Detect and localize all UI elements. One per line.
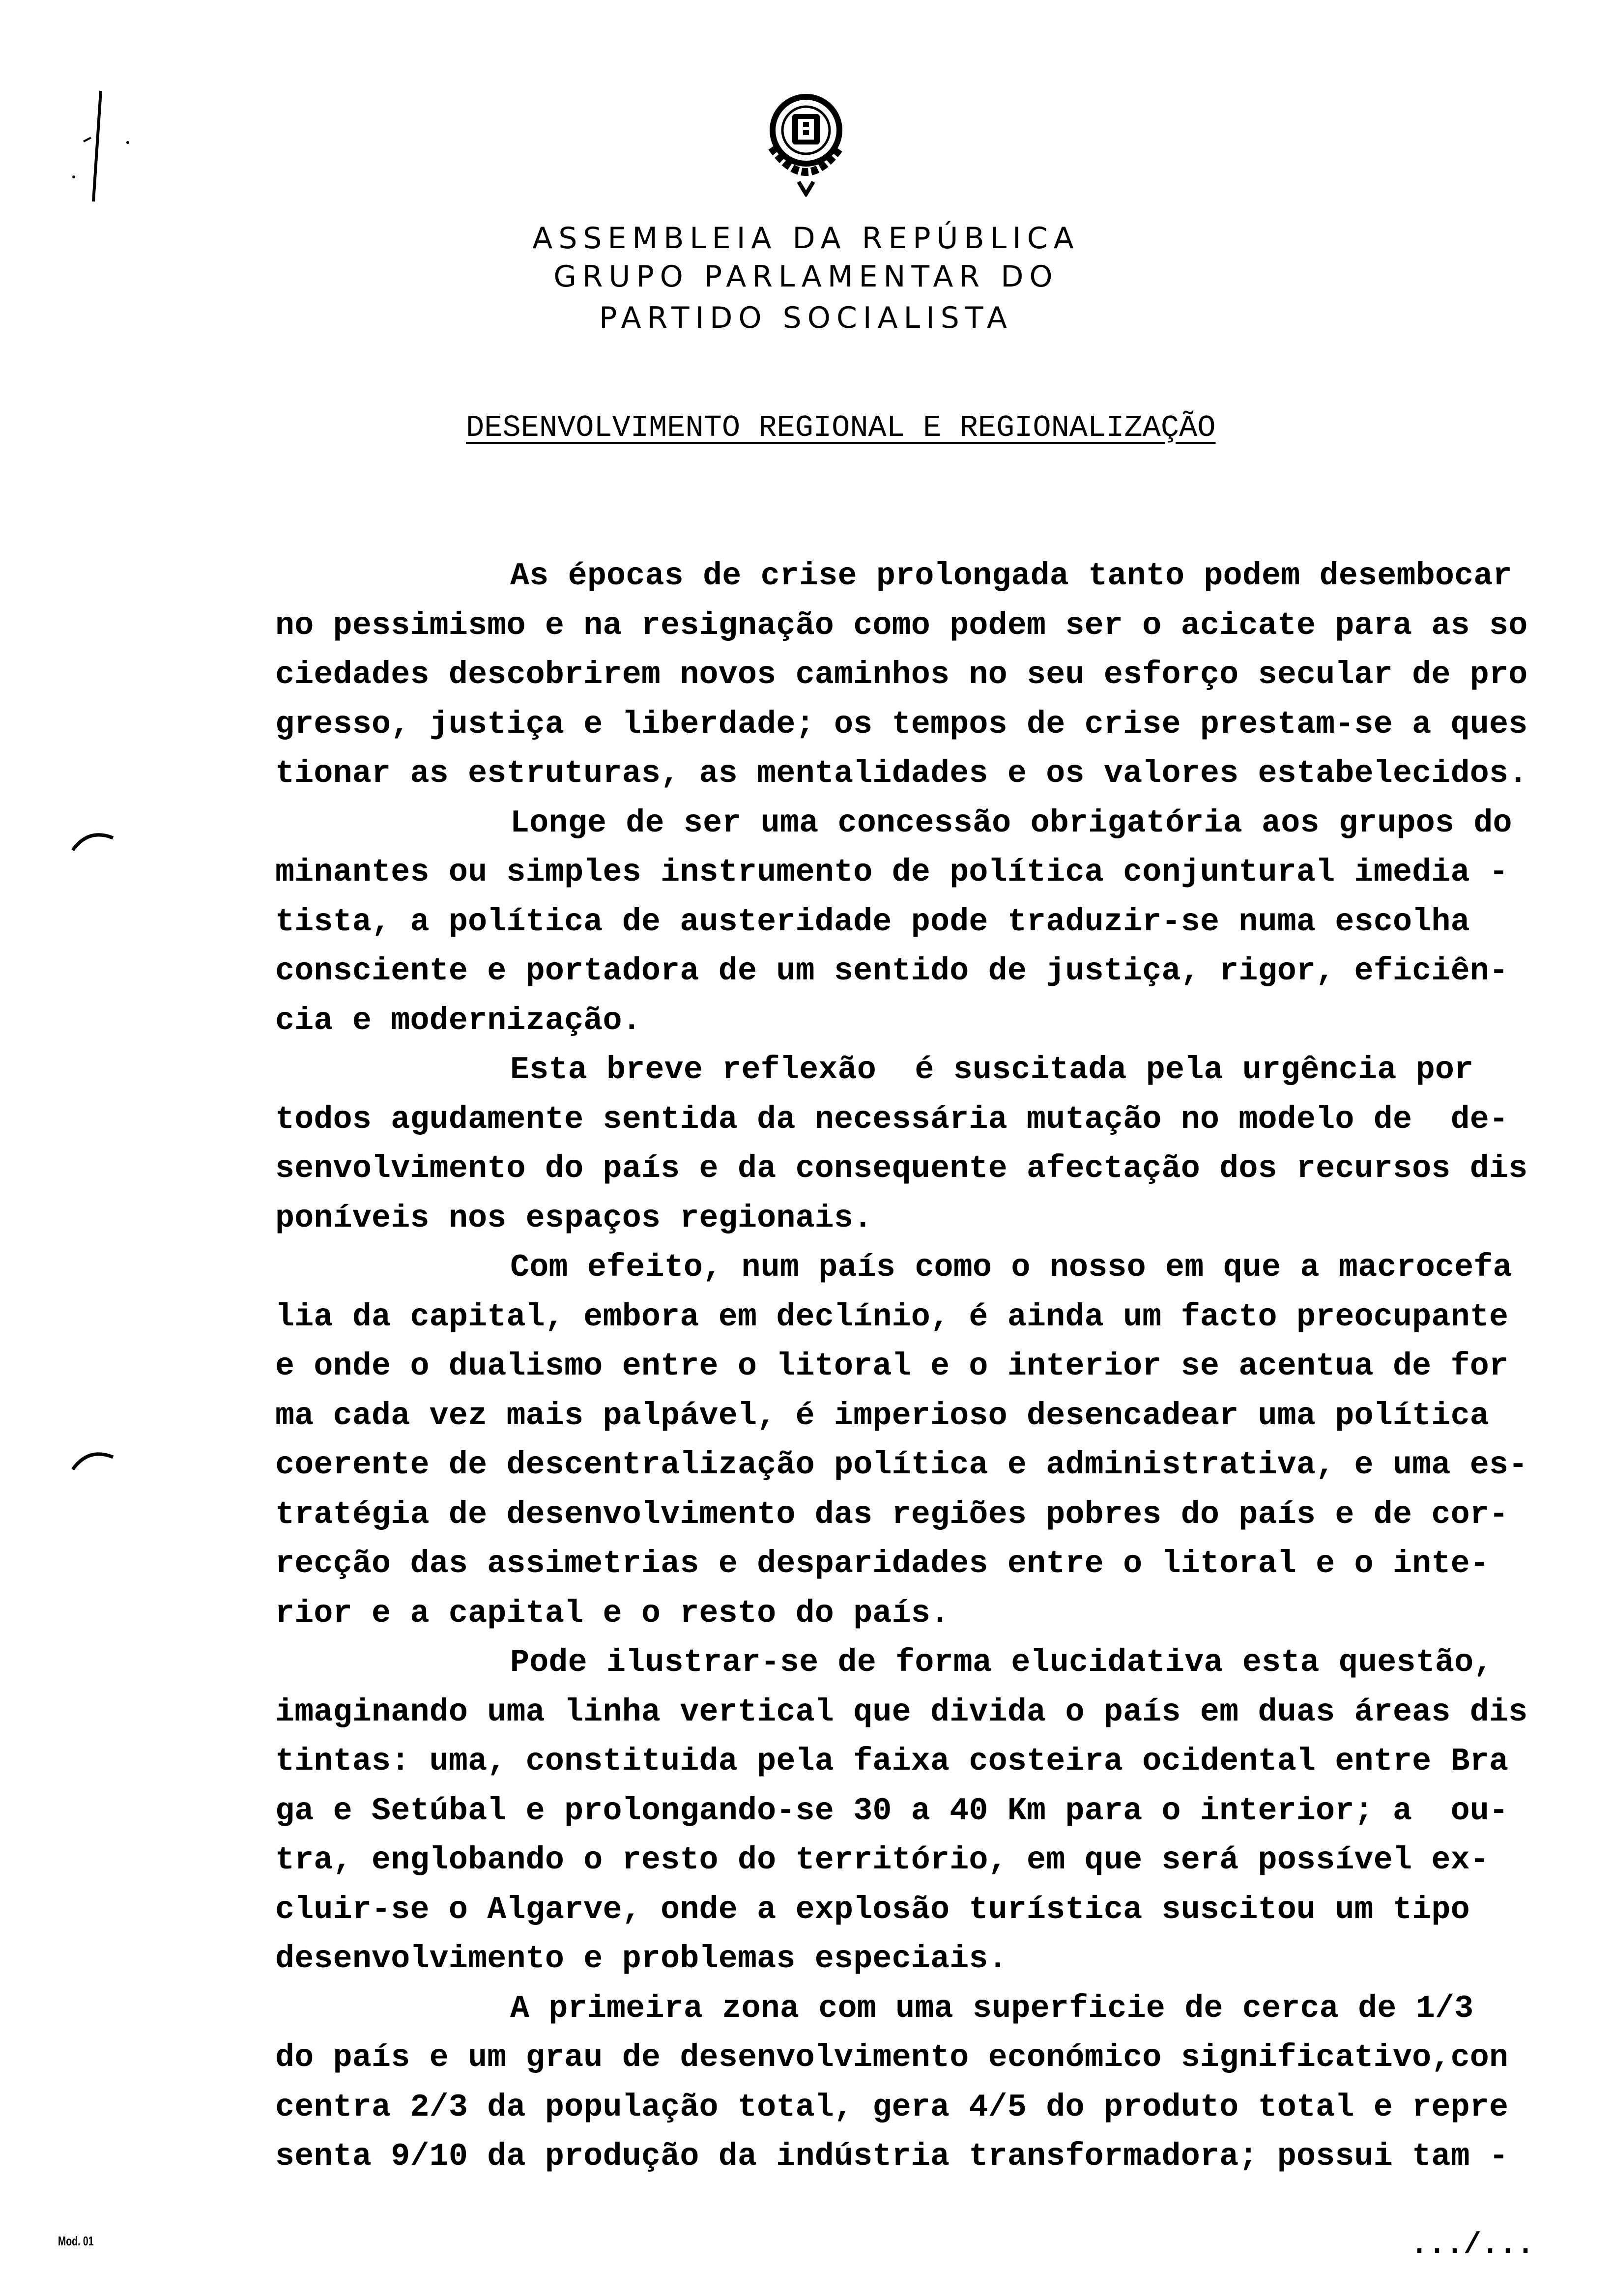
body-text-line: tratégia de desenvolvimento das regiões pobres do país e de cor- — [275, 1496, 1509, 1533]
body-text-line: e onde o dualismo entre o litoral e o interior se acentua de for — [275, 1348, 1509, 1384]
body-text-line: ga e Setúbal e prolongando-se 30 a 40 Km para o interior; a ou- — [275, 1792, 1509, 1829]
continuation-mark: .../... — [1410, 2229, 1535, 2262]
document-title: DESENVOLVIMENTO REGIONAL E REGIONALIZAÇÃO — [466, 410, 1216, 445]
body-text-line: coerente de descentralização política e administrativa, e uma es- — [275, 1447, 1528, 1483]
body-text-line: Com efeito, num país como o nosso em que a macrocefa — [510, 1249, 1512, 1286]
handwritten-mark-icon — [54, 79, 143, 216]
body-text-line: tionar as estruturas, as mentalidades e os valores estabelecidos. — [275, 755, 1528, 792]
body-text-line: cluir-se o Algarve, onde a explosão turística suscitou um tipo — [275, 1891, 1470, 1928]
body-text-line: lia da capital, embora em declínio, é ainda um facto preocupante — [275, 1298, 1509, 1335]
body-text-line: ciedades descobrirem novos caminhos no seu esforço secular de pro — [275, 657, 1528, 693]
body-text-line: centra 2/3 da população total, gera 4/5 do produto total e repre — [275, 2089, 1509, 2125]
header-group-name: GRUPO PARLAMENTAR DO — [553, 259, 1059, 294]
body-text-line: rior e a capital e o resto do país. — [275, 1595, 950, 1632]
form-code: Mod. 01 — [58, 2234, 94, 2248]
body-text-line: ma cada vez mais palpável, é imperioso desencadear uma política — [275, 1397, 1489, 1434]
body-text-line: senta 9/10 da produção da indústria transformadora; possui tam - — [275, 2138, 1509, 2175]
body-text-line: imaginando uma linha vertical que divida o país em duas áreas dis — [275, 1693, 1528, 1730]
body-text-line: no pessimismo e na resignação como podem ser o acicate para as so — [275, 607, 1528, 644]
punch-hole-mark-icon — [69, 826, 118, 855]
body-text-line: tra, englobando o resto do território, em que será possível ex- — [275, 1842, 1489, 1878]
coat-of-arms-seal-icon — [752, 84, 860, 197]
body-text-line: minantes ou simples instrumento de política conjuntural imedia - — [275, 854, 1509, 890]
body-text-line: todos agudamente sentida da necessária mutação no modelo de de- — [275, 1101, 1509, 1138]
body-text-line: tintas: uma, constituida pela faixa costeira ocidental entre Bra — [275, 1743, 1509, 1779]
body-text-line: Esta breve reflexão é suscitada pela urgência por — [510, 1052, 1474, 1088]
body-text-line: do país e um grau de desenvolvimento económico significativo,con — [275, 2039, 1509, 2076]
punch-hole-mark-icon — [69, 1445, 118, 1474]
body-text-line: consciente e portadora de um sentido de justiça, rigor, eficiên- — [275, 953, 1509, 989]
body-text-line: recção das assimetrias e desparidades entre o litoral e o inte- — [275, 1546, 1489, 1582]
body-text-line: A primeira zona com uma superficie de cerca de 1/3 — [510, 1990, 1474, 2027]
body-text-line: Longe de ser uma concessão obrigatória aos grupos do — [510, 804, 1512, 841]
body-text-line: senvolvimento do país e da consequente afectação dos recursos dis — [275, 1150, 1528, 1187]
body-text-line: desenvolvimento e problemas especiais. — [275, 1941, 1008, 1977]
body-text-line: gresso, justiça e liberdade; os tempos de crise prestam-se a ques — [275, 706, 1528, 743]
header-party-name: PARTIDO SOCIALISTA — [599, 301, 1013, 335]
body-text-line: cia e modernização. — [275, 1002, 641, 1039]
body-text-line: Pode ilustrar-se de forma elucidativa esta questão, — [510, 1644, 1493, 1681]
header-assembly-name: ASSEMBLEIA DA REPÚBLICA — [532, 221, 1080, 256]
body-text-line: tista, a política de austeridade pode traduzir-se numa escolha — [275, 903, 1470, 940]
body-text-line: poníveis nos espaços regionais. — [275, 1200, 873, 1236]
body-text-line: As épocas de crise prolongada tanto podem desembocar — [510, 558, 1512, 594]
